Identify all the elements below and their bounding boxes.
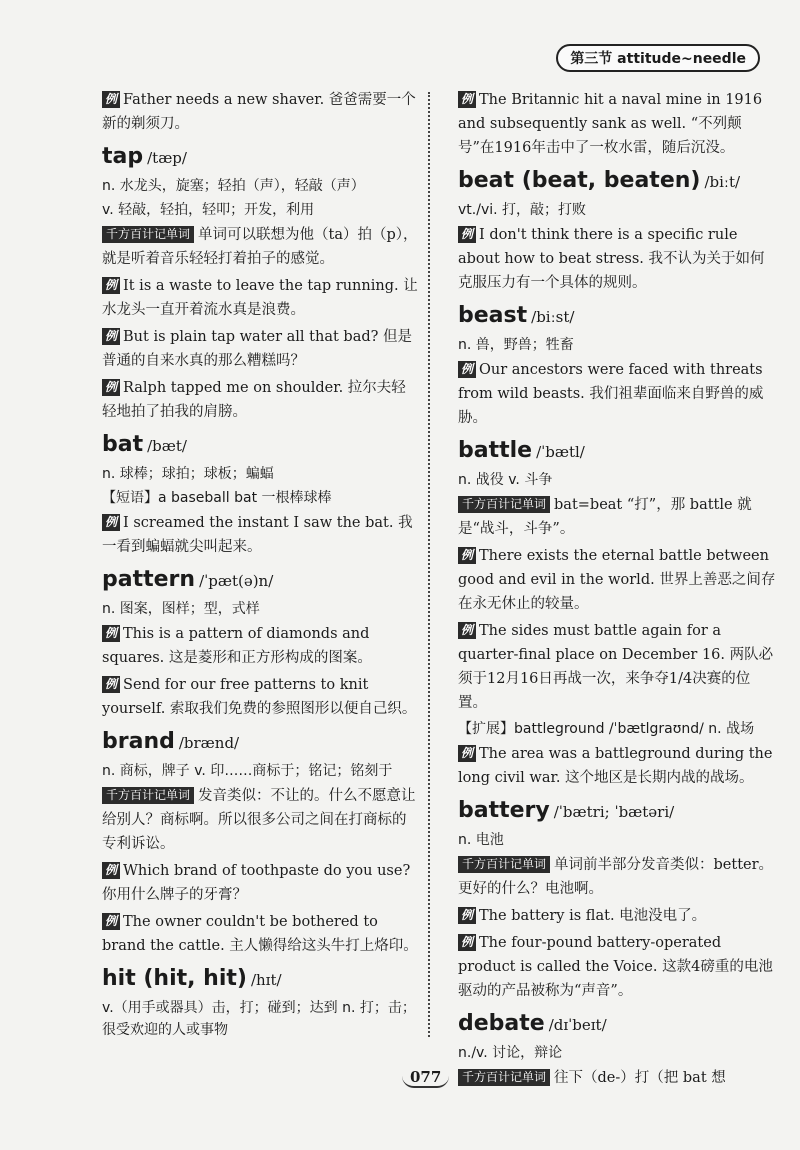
example-text: It is a waste to leave the tap running. 让水龙头一直开着流水真是浪费。 <box>102 278 418 318</box>
right-column <box>458 88 776 1093</box>
definition: n. 电池 <box>458 832 504 848</box>
example-label: 例 <box>102 379 120 396</box>
phonetic: /bæt/ <box>147 437 187 455</box>
example-label: 例 <box>102 328 120 345</box>
phonetic: /dɪˈbeɪt/ <box>548 1016 607 1034</box>
headword: brand <box>102 729 175 754</box>
example-entry <box>458 223 776 295</box>
page-number: 077 <box>402 1068 449 1088</box>
section-header: 第三节 attitude~needle <box>556 44 760 72</box>
definition: vt./vi. 打，敲；打败 <box>458 202 587 218</box>
left-column <box>102 88 420 1043</box>
example-label: 例 <box>458 91 476 108</box>
example-entry <box>102 859 420 907</box>
definition: v. 轻敲，轻拍，轻叩；开发，利用 <box>102 202 315 218</box>
mnemonic-label: 千方百计记单词 <box>102 787 194 804</box>
example-text: But is plain tap water all that bad? 但是普通的自来水真的那么糟糕吗？ <box>102 329 413 369</box>
phrase: 【短语】a baseball bat 一根棒球棒 <box>102 490 332 506</box>
example-entry <box>458 88 776 160</box>
headword-beat <box>458 166 776 197</box>
example-label: 例 <box>102 913 120 930</box>
phonetic: /biːt/ <box>704 173 741 191</box>
mnemonic-label: 千方百计记单词 <box>102 226 194 243</box>
mnemonic-entry <box>458 853 776 901</box>
definition: v.（用手或器具）击，打；碰到；达到 n. 打；击；很受欢迎的人或事物 <box>102 1000 416 1038</box>
example-text: Send for our free patterns to knit yourself. 索取我们免费的参照图形以便自己织。 <box>102 677 417 717</box>
example-label: 例 <box>102 514 120 531</box>
extension: 【扩展】battleground /ˈbætlgraʊnd/ n. 战场 <box>458 721 755 737</box>
definition: n. 商标，牌子 v. 印……商标于；铭记；铭刻于 <box>102 763 393 779</box>
headword: beat (beat, beaten) <box>458 168 701 193</box>
headword-debate <box>458 1009 776 1040</box>
example-label: 例 <box>458 745 476 762</box>
example-entry <box>102 88 420 136</box>
mnemonic-text: bat=beat “打”，那 battle 就是“战斗，斗争”。 <box>458 497 752 537</box>
definition: n./v. 讨论，辩论 <box>458 1045 563 1061</box>
headword-battle <box>458 436 776 467</box>
phonetic: /hɪt/ <box>250 971 282 989</box>
headword-bat <box>102 430 420 461</box>
example-label: 例 <box>102 91 120 108</box>
headword-beast <box>458 301 776 332</box>
phonetic: /ˈbætri; ˈbætəri/ <box>553 803 675 821</box>
example-entry <box>102 673 420 721</box>
example-label: 例 <box>458 226 476 243</box>
mnemonic-text: 单词可以联想为他（ta）拍（p），就是听着音乐轻轻打着拍子的感觉。 <box>102 227 418 267</box>
example-entry <box>102 325 420 373</box>
definition: n. 水龙头，旋塞；轻拍（声），轻敲（声） <box>102 178 365 194</box>
example-text: This is a pattern of diamonds and squares. 这是菱形和正方形构成的图案。 <box>102 626 372 666</box>
headword: hit (hit, hit) <box>102 966 247 991</box>
example-label: 例 <box>102 676 120 693</box>
example-entry <box>458 544 776 616</box>
headword-hit <box>102 964 420 995</box>
example-entry <box>102 274 420 322</box>
example-entry <box>458 931 776 1003</box>
headword: battle <box>458 438 533 463</box>
example-label: 例 <box>102 277 120 294</box>
example-label: 例 <box>458 907 476 924</box>
example-entry <box>458 742 776 790</box>
mnemonic-entry <box>102 784 420 856</box>
mnemonic-label: 千方百计记单词 <box>458 1069 550 1086</box>
headword-tap <box>102 142 420 173</box>
column-divider <box>428 92 430 1037</box>
definition: n. 球棒；球拍；球板；蝙蝠 <box>102 466 274 482</box>
mnemonic-text: 单词前半部分发音类似：better。更好的什么？电池啊。 <box>458 857 774 897</box>
headword: bat <box>102 432 144 457</box>
example-text: The area was a battleground during the long civil war. 这个地区是长期内战的战场。 <box>458 746 773 786</box>
example-text: The battery is flat. 电池没电了。 <box>479 908 707 924</box>
headword: beast <box>458 303 528 328</box>
example-text: Father needs a new shaver. 爸爸需要一个新的剃须刀。 <box>102 92 416 132</box>
example-text: The owner couldn't be bothered to brand the cattle. 主人懒得给这头牛打上烙印。 <box>102 914 418 954</box>
example-text: Our ancestors were faced with threats from wild beasts. 我们祖辈面临来自野兽的威胁。 <box>458 362 764 426</box>
example-entry <box>458 619 776 715</box>
definition: n. 图案，图样；型，式样 <box>102 601 260 617</box>
mnemonic-entry <box>102 223 420 271</box>
example-label: 例 <box>102 862 120 879</box>
definition: n. 战役 v. 斗争 <box>458 472 553 488</box>
example-label: 例 <box>458 622 476 639</box>
example-label: 例 <box>458 547 476 564</box>
mnemonic-text: 发音类似：不让的。什么不愿意让给别人？商标啊。所以很多公司之间在打商标的专利诉讼。 <box>102 788 416 852</box>
definition: n. 兽，野兽；牲畜 <box>458 337 574 353</box>
mnemonic-label: 千方百计记单词 <box>458 496 550 513</box>
example-text: I don't think there is a specific rule about how to beat stress. 我不认为关于如何克服压力有一个具体的规则。 <box>458 227 765 291</box>
headword: debate <box>458 1011 545 1036</box>
headword-battery <box>458 796 776 827</box>
example-entry <box>458 904 776 928</box>
example-label: 例 <box>458 361 476 378</box>
mnemonic-label: 千方百计记单词 <box>458 856 550 873</box>
headword-brand <box>102 727 420 758</box>
phonetic: /brænd/ <box>178 734 240 752</box>
example-entry <box>458 358 776 430</box>
phonetic: /ˈbætl/ <box>536 443 585 461</box>
example-text: The Britannic hit a naval mine in 1916 and subsequently sank as well. “不列颠号”在1916年击中了一枚水雷，随后沉没。 <box>458 92 763 156</box>
phonetic: /ˈpæt(ə)n/ <box>199 572 274 590</box>
example-entry <box>102 511 420 559</box>
headword: tap <box>102 144 144 169</box>
headword-pattern <box>102 565 420 596</box>
headword: pattern <box>102 567 196 592</box>
example-entry <box>102 910 420 958</box>
example-label: 例 <box>102 625 120 642</box>
example-text: Ralph tapped me on shoulder. 拉尔夫轻轻地拍了拍我的肩膀。 <box>102 380 406 420</box>
example-text: The sides must battle again for a quarter-final place on December 16. 两队必须于12月16日再战一次，来争夺1/4决赛的位置。 <box>458 623 774 711</box>
example-text: I screamed the instant I saw the bat. 我一看到蝙蝠就尖叫起来。 <box>102 515 413 555</box>
mnemonic-entry <box>458 493 776 541</box>
example-entry <box>102 622 420 670</box>
phonetic: /biːst/ <box>531 308 575 326</box>
example-entry <box>102 376 420 424</box>
example-label: 例 <box>458 934 476 951</box>
example-text: The four-pound battery-operated product is called the Voice. 这款4磅重的电池驱动的产品被称为“声音”。 <box>458 935 773 999</box>
mnemonic-text: 往下（de-）打（把 bat 想 <box>554 1070 726 1086</box>
phonetic: /tæp/ <box>147 149 187 167</box>
headword: battery <box>458 798 550 823</box>
example-text: There exists the eternal battle between good and evil in the world. 世界上善恶之间存在永无休止的较量。 <box>458 548 776 612</box>
mnemonic-entry <box>458 1066 776 1090</box>
example-text: Which brand of toothpaste do you use? 你用什么牌子的牙膏？ <box>102 863 411 903</box>
